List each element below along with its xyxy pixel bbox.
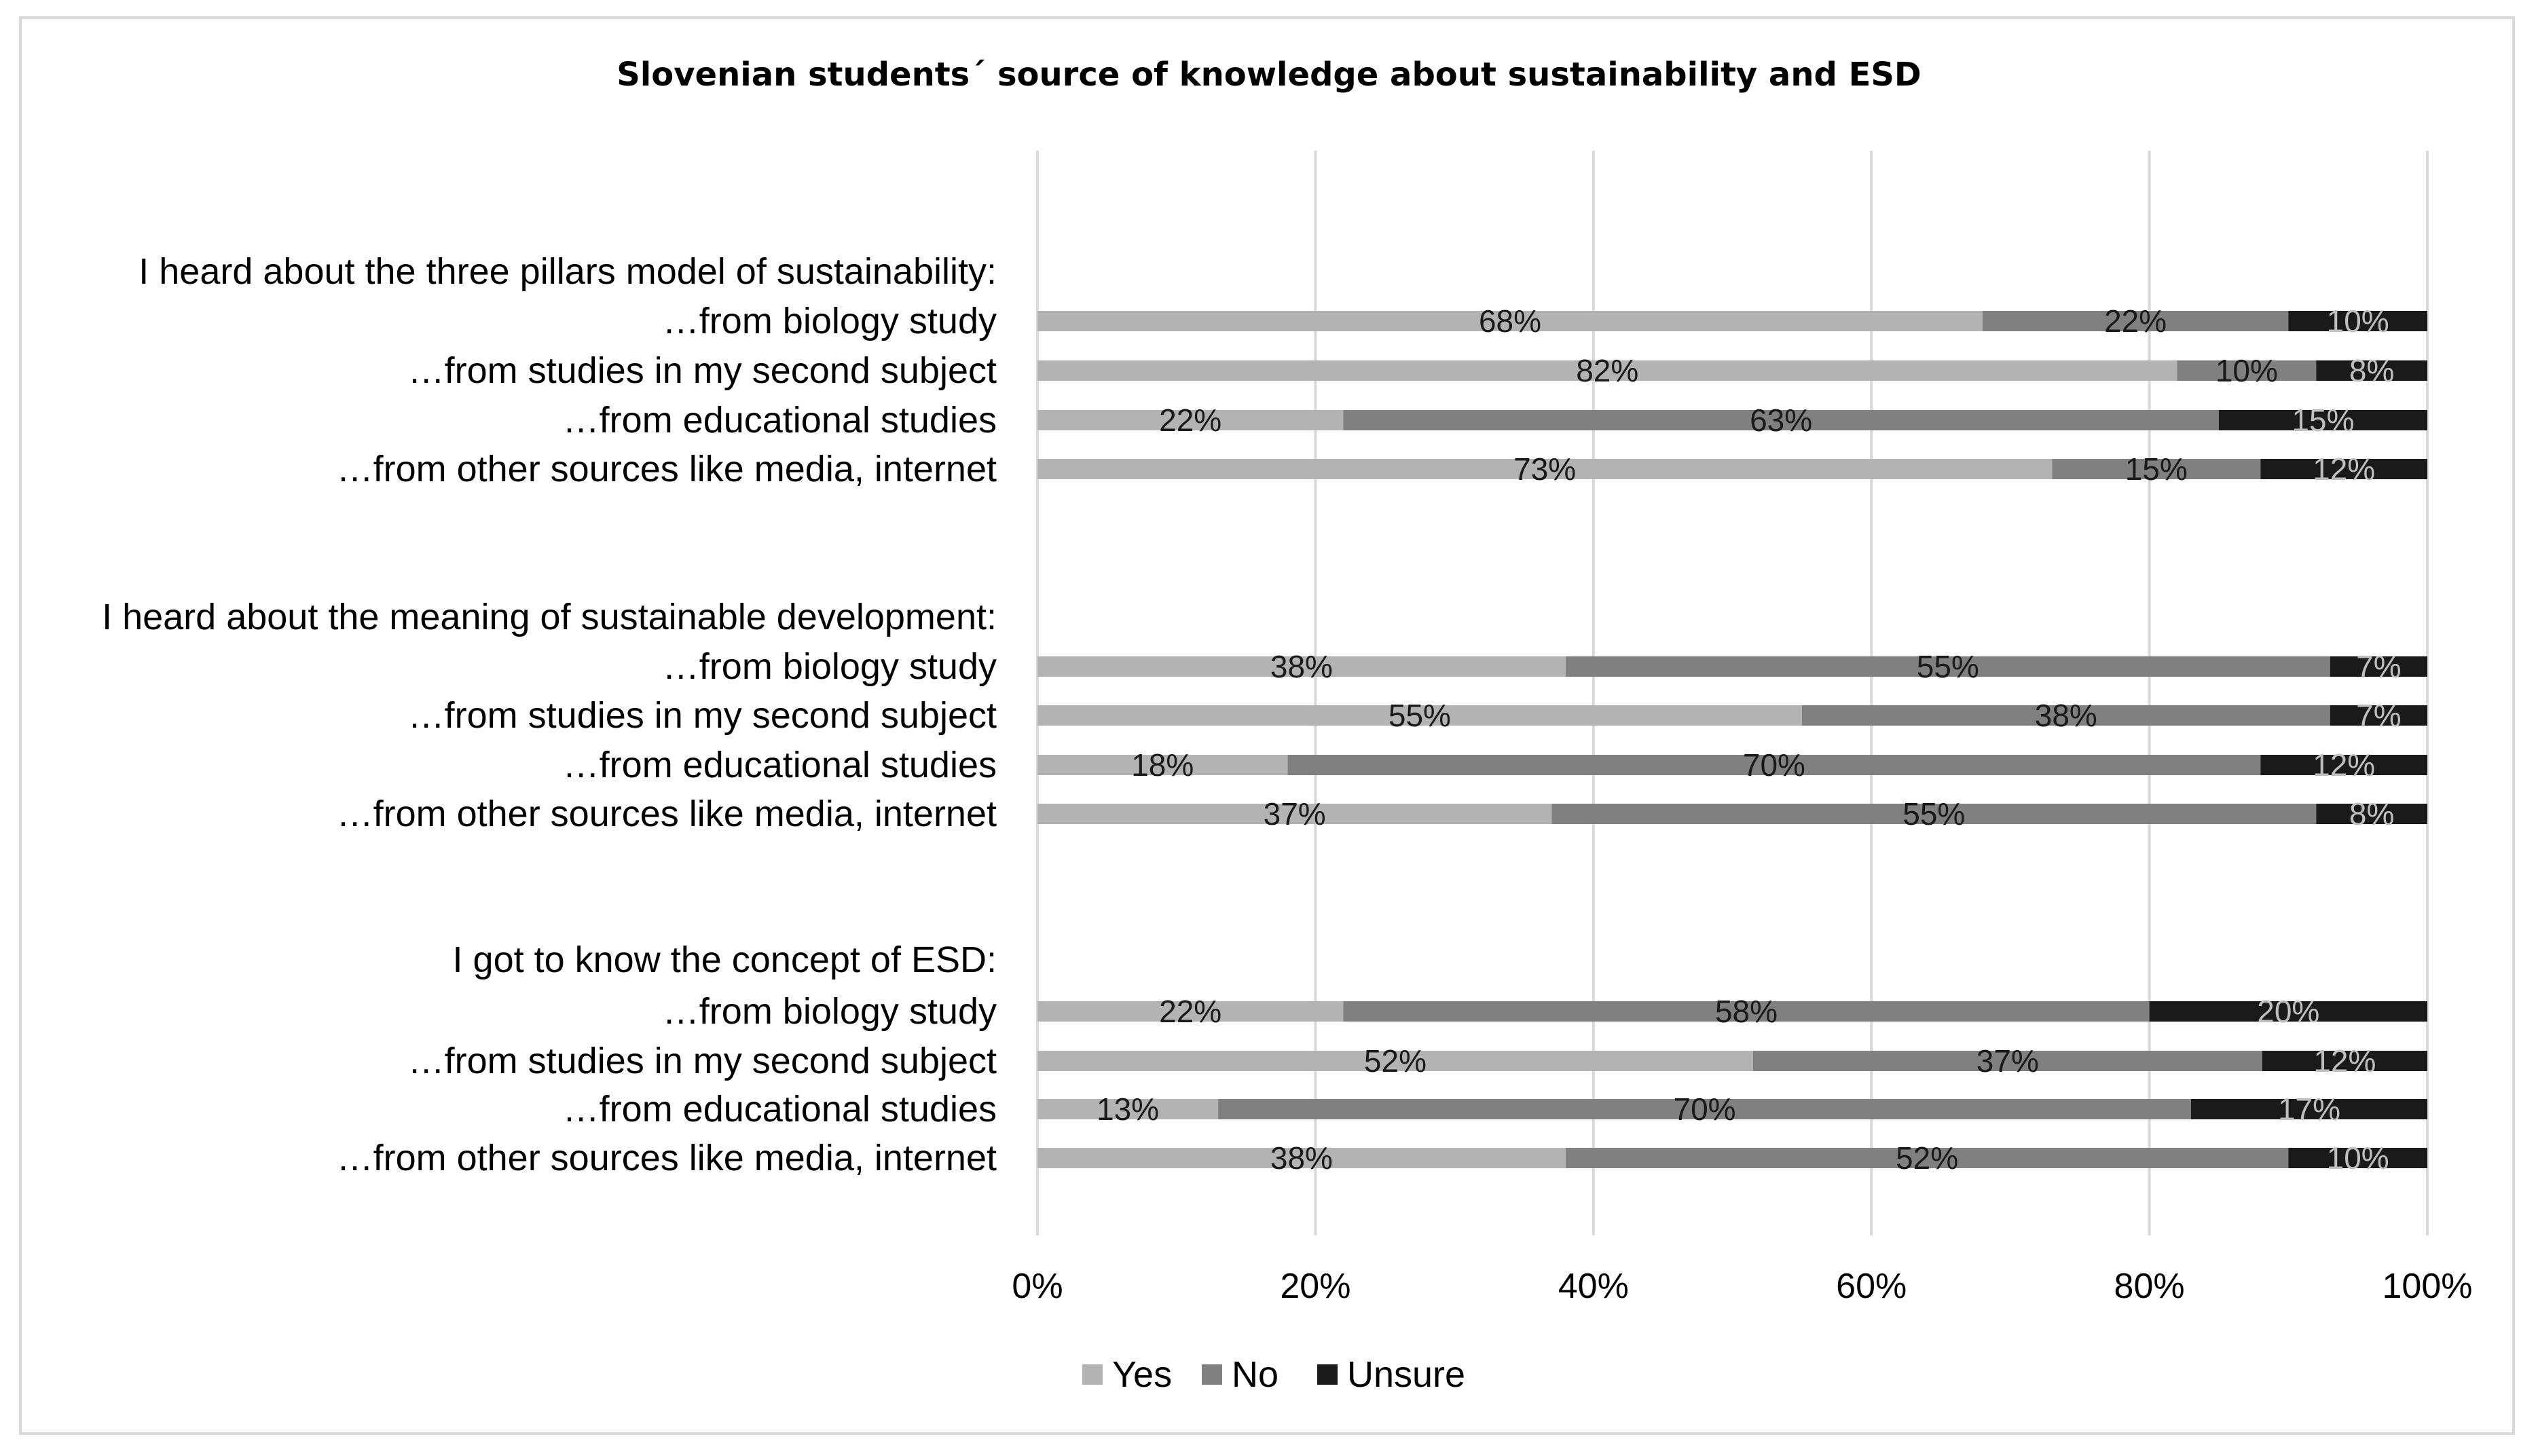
data-label: 70% — [1742, 747, 1805, 783]
data-label: 15% — [2125, 451, 2188, 487]
data-label: 38% — [2034, 698, 2097, 733]
data-label: 22% — [1159, 994, 1222, 1029]
data-label: 82% — [1576, 353, 1639, 388]
x-tick-label: 0% — [1012, 1267, 1063, 1306]
data-label: 12% — [2313, 747, 2376, 783]
data-label: 38% — [1270, 1140, 1333, 1176]
bars — [1037, 303, 2427, 1176]
legend-label: No — [1232, 1354, 1279, 1395]
x-tick-label: 80% — [2114, 1267, 2185, 1306]
data-label: 58% — [1714, 994, 1778, 1029]
data-label: 12% — [2313, 451, 2376, 487]
x-axis-ticks — [1012, 1267, 2472, 1306]
data-label: 73% — [1513, 451, 1577, 487]
data-label: 37% — [1263, 796, 1326, 832]
data-label: 70% — [1673, 1091, 1736, 1127]
data-label: 15% — [2292, 403, 2355, 438]
category-label: …from other sources like media, internet — [336, 449, 997, 489]
data-label: 10% — [2326, 1140, 2389, 1176]
data-label: 8% — [2349, 796, 2395, 832]
category-labels — [102, 251, 997, 1178]
legend — [1082, 1354, 1465, 1395]
data-label: 52% — [1896, 1140, 1959, 1176]
x-tick-label: 60% — [1836, 1267, 1907, 1306]
category-label: …from educational studies — [562, 745, 997, 785]
category-label: …from studies in my second subject — [407, 1041, 997, 1081]
data-label: 13% — [1097, 1091, 1160, 1127]
group-heading: I heard about the three pillars model of sustainability: — [139, 251, 997, 292]
category-label: …from studies in my second subject — [407, 695, 997, 736]
group-heading: I got to know the concept of ESD: — [452, 939, 997, 980]
data-label: 52% — [1363, 1043, 1427, 1079]
category-label: …from educational studies — [562, 400, 997, 441]
group-heading: I heard about the meaning of sustainable development: — [102, 597, 997, 637]
legend-swatch — [1082, 1364, 1103, 1385]
category-label: …from other sources like media, internet — [336, 1138, 997, 1178]
data-label: 17% — [2277, 1091, 2341, 1127]
data-label: 20% — [2257, 994, 2320, 1029]
data-label: 22% — [1159, 403, 1222, 438]
legend-label: Unsure — [1347, 1354, 1466, 1395]
data-label: 10% — [2326, 303, 2389, 339]
chart-title: Slovenian students´ source of knowledge about sustainability and ESD — [617, 56, 1921, 94]
data-label: 7% — [2356, 649, 2402, 684]
category-label: …from other sources like media, internet — [336, 794, 997, 834]
data-label: 63% — [1750, 403, 1813, 438]
legend-label: Yes — [1112, 1354, 1173, 1395]
data-label: 55% — [1902, 796, 1966, 832]
data-label: 37% — [1976, 1043, 2039, 1079]
x-tick-label: 100% — [2382, 1267, 2473, 1306]
x-tick-label: 20% — [1280, 1267, 1351, 1306]
x-tick-label: 40% — [1558, 1267, 1629, 1306]
data-label: 38% — [1270, 649, 1333, 684]
legend-swatch — [1202, 1364, 1222, 1385]
data-label: 68% — [1478, 303, 1542, 339]
category-label: …from educational studies — [562, 1089, 997, 1130]
data-label: 55% — [1388, 698, 1451, 733]
data-label: 55% — [1916, 649, 1979, 684]
category-label: …from biology study — [662, 991, 997, 1032]
category-label: …from biology study — [662, 646, 997, 687]
legend-swatch — [1317, 1364, 1338, 1385]
category-label: …from biology study — [662, 301, 997, 341]
category-label: …from studies in my second subject — [407, 350, 997, 391]
data-label: 8% — [2349, 353, 2395, 388]
data-label: 22% — [2104, 303, 2167, 339]
data-label: 7% — [2356, 698, 2402, 733]
data-label: 18% — [1131, 747, 1194, 783]
data-label: 12% — [2313, 1043, 2376, 1079]
data-label: 10% — [2215, 353, 2278, 388]
